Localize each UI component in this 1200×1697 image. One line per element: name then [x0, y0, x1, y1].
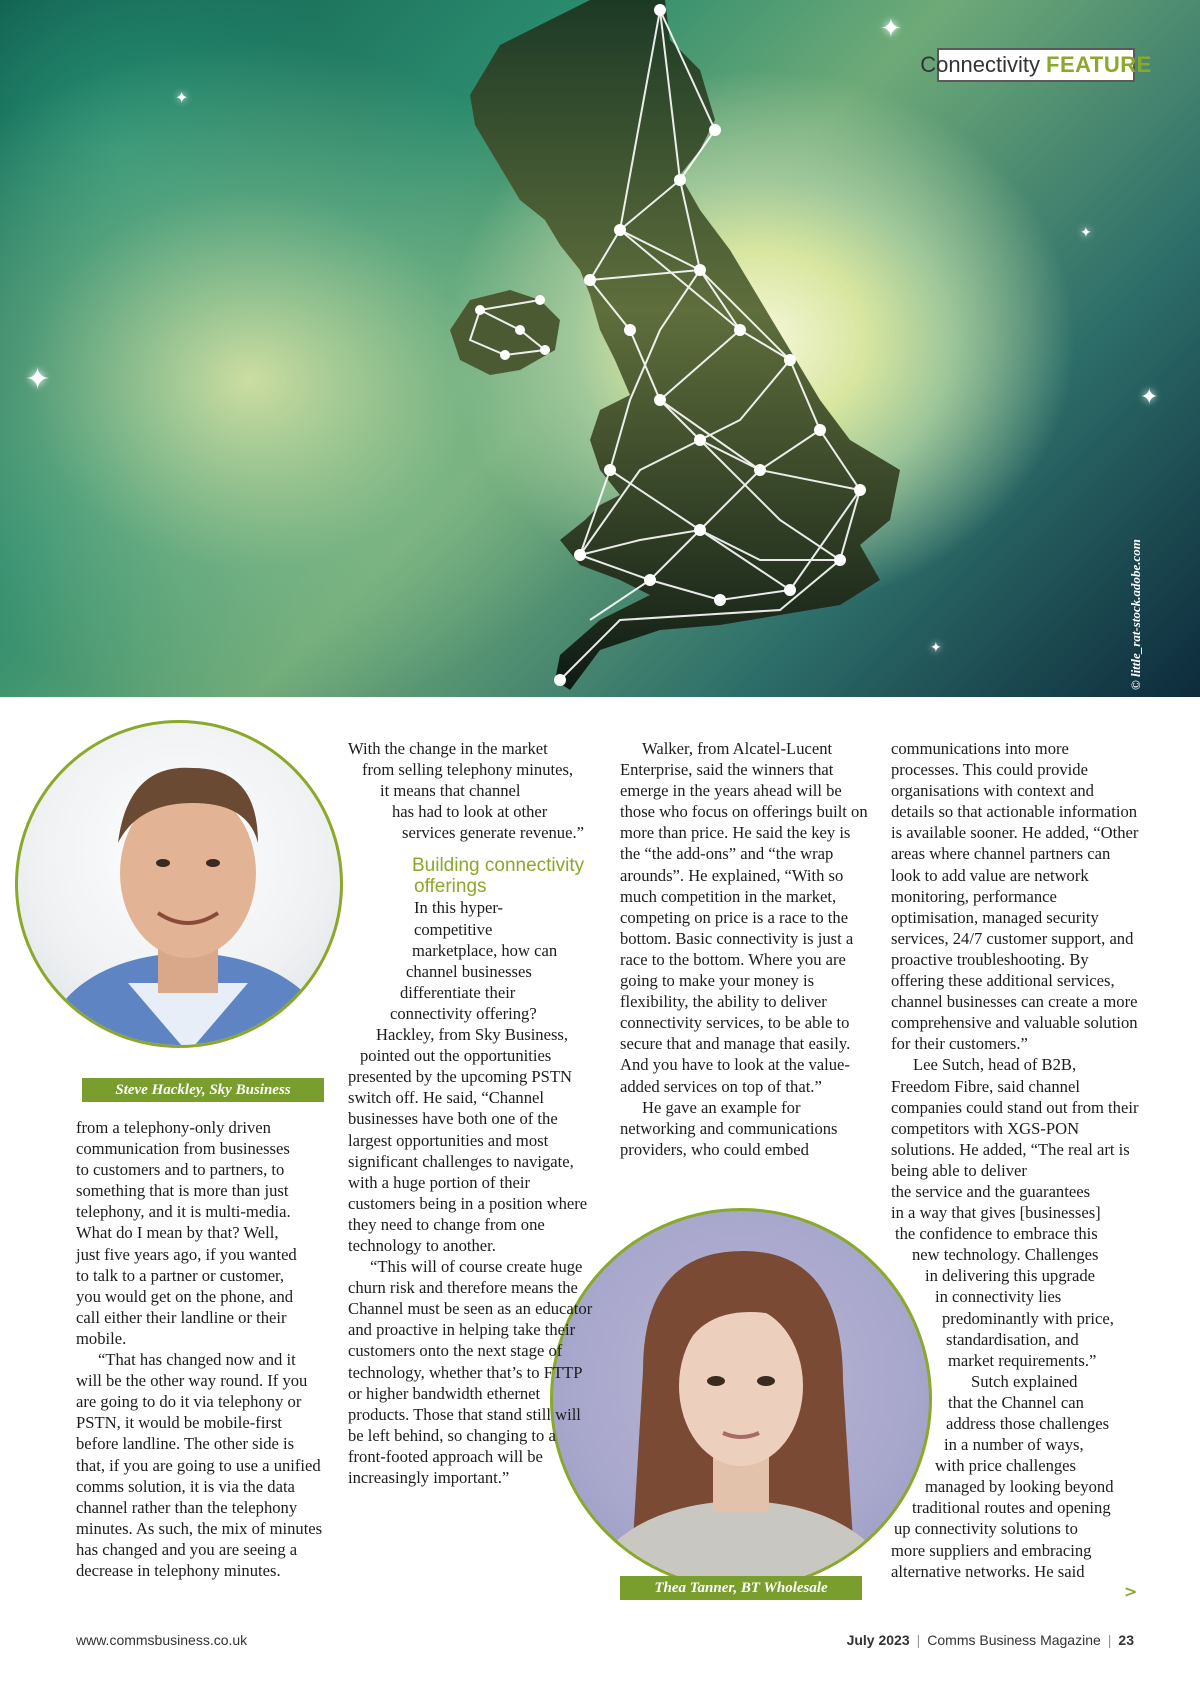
text-line: with price challenges: [935, 1456, 1076, 1476]
paragraph: Walker, from Alcatel-Lucent Enterprise, said the winners that emerge in the years ahead will be those who focus on offerings built on more than price. He said the key is the “the add-ons” and “the wrap arounds”. He explained, “With so much competition in the market, competing on price is a race to the bottom. Basic connectivity is just a race to the bottom. Where you are going to make your money is flexibility, the ability to deliver connectivity services, to be able to secure that and manage that easily. And you have to look at the value-added services on top of that.”: [620, 739, 868, 1096]
page-number: 23: [1118, 1632, 1134, 1648]
section-tag: [920, 48, 1152, 82]
text-line: pointed out the opportunities: [360, 1046, 552, 1066]
person-icon: [18, 723, 340, 1045]
text-line: marketplace, how can: [412, 940, 558, 960]
hero-image: [0, 0, 1200, 697]
section-tag-label: Connectivity: [920, 52, 1041, 77]
text-line: differentiate their: [400, 982, 516, 1002]
text-line: connectivity offering?: [390, 1003, 537, 1023]
text-line: has had to look at other: [392, 802, 548, 822]
footer-magazine: Comms Business Magazine: [927, 1632, 1101, 1648]
text-line: up connectivity solutions to: [894, 1519, 1078, 1539]
text-line: traditional routes and opening: [912, 1498, 1111, 1518]
photo-caption: Thea Tanner, BT Wholesale: [620, 1576, 862, 1600]
text-line: channel businesses: [406, 961, 532, 981]
text-line: call either their landline or their: [76, 1307, 287, 1327]
text-line: to customers and to partners, to: [76, 1160, 285, 1180]
text-line: something that is more than just: [76, 1181, 289, 1201]
text-line: from selling telephony minutes,: [362, 760, 574, 780]
text-line: market requirements.”: [948, 1350, 1097, 1370]
subheading-line: offerings: [414, 876, 487, 898]
footer-date: July 2023: [846, 1632, 910, 1648]
text-line: the service and the guarantees: [891, 1181, 1091, 1201]
sparkle-icon: ✦: [880, 14, 902, 44]
text-line: address those challenges: [946, 1414, 1110, 1433]
text-line: telephony, and it is multi-media.: [76, 1202, 291, 1222]
footer-separator: |: [1107, 1632, 1112, 1648]
section-tag-bold: FEATURE: [1046, 52, 1152, 77]
sparkle-icon: ✦: [930, 640, 942, 656]
paragraph: [76, 1117, 324, 1349]
paragraph: presented by the upcoming PSTN switch off. He said, “Channel businesses have both one of the largest opportunities and most significant challenges to navigate, with a huge portion of their customers being in a position where they need to change from one technology to another.: [348, 1067, 588, 1255]
paragraph: “This will of course create huge churn risk and therefore means the Channel must be seen as an educator and proactive in helping take their customers onto the next stage of technology, whether that’s to FTTP or higher bandwidth ethernet products. Those that stand still will be left behind, so changing to a front-footed approach will be increasingly important.”: [348, 1257, 593, 1487]
text-line: services generate revenue.”: [402, 823, 584, 843]
column-2: [348, 738, 596, 1488]
text-line: it means that channel: [380, 781, 521, 801]
text-line: communication from businesses: [76, 1139, 290, 1159]
column-1: [76, 1117, 324, 1581]
sparkle-icon: ✦: [175, 88, 189, 107]
text-line: more suppliers and embracing: [891, 1540, 1092, 1560]
text-line: predominantly with price,: [942, 1308, 1114, 1328]
text-line: the confidence to embrace this: [895, 1224, 1098, 1244]
text-line: standardisation, and: [946, 1329, 1079, 1349]
portrait-thea-tanner: [550, 1208, 932, 1590]
paragraph: “That has changed now and it will be the other way round. If you are going to do it via telephony or PSTN, it would be mobile-first before landline. The other side is that, if you are going to use a unified comms solution, it is via the data channel rather than the telephony minutes. As such, the mix of minutes has changed and you are seeing a decrease in telephony minutes.: [76, 1350, 323, 1580]
subheading-line: Building connectivity: [412, 855, 585, 877]
image-credit: © little_rat-stock.adobe.com: [1128, 539, 1143, 690]
text-line: What do I mean by that? Well,: [76, 1223, 279, 1243]
text-line: Sutch explained: [971, 1371, 1078, 1391]
text-line: you would get on the phone, and: [76, 1286, 294, 1306]
text-line: alternative networks. He said: [891, 1561, 1085, 1581]
continue-arrow-icon: >: [1124, 1582, 1138, 1601]
column-3: [620, 738, 868, 1160]
footer-issue: [847, 1632, 1134, 1648]
portrait-steve-hackley: [15, 720, 343, 1048]
sparkle-icon: ✦: [1080, 225, 1092, 241]
text-line: In this hyper-: [414, 898, 504, 918]
footer-separator: |: [916, 1632, 921, 1648]
text-line: managed by looking beyond: [925, 1477, 1114, 1497]
text-line: Hackley, from Sky Business,: [376, 1025, 569, 1045]
paragraph: Lee Sutch, head of B2B, Freedom Fibre, said channel companies could stand out from their competitors with XGS-PON solutions. He added, “The real art is being able to deliver: [891, 1055, 1139, 1180]
photo-caption: Steve Hackley, Sky Business: [82, 1078, 324, 1102]
paragraph: communications into more processes. This could provide organisations with context and details so that actionable information is available sooner. He added, “Other areas where channel partners can look to add value are network monitoring, performance optimisation, managed security services, 24/7 customer support, and proactive troubleshooting. By offering these additional services, channel businesses can create a more comprehensive and valuable solution for their customers.”: [891, 739, 1139, 1054]
text-line: just five years ago, if you wanted: [76, 1244, 297, 1264]
footer-website: www.commsbusiness.co.uk: [76, 1632, 248, 1648]
text-line: in a way that gives [businesses]: [891, 1203, 1101, 1223]
subheading: [348, 855, 596, 897]
text-line: in connectivity lies: [935, 1287, 1062, 1307]
text-line: in a number of ways,: [944, 1435, 1084, 1455]
text-line: to talk to a partner or customer,: [76, 1265, 285, 1285]
sparkle-icon: ✦: [25, 362, 51, 397]
text-line: new technology. Challenges: [912, 1245, 1099, 1265]
column-4: [891, 738, 1139, 1582]
sparkle-icon: ✦: [1140, 385, 1159, 410]
text-line: mobile.: [76, 1328, 127, 1348]
text-line: With the change in the market: [348, 739, 548, 758]
text-line: competitive: [414, 919, 493, 939]
text-line: in delivering this upgrade: [925, 1266, 1096, 1286]
paragraph: He gave an example for networking and communications providers, who could embed: [620, 1097, 838, 1159]
text-line: from a telephony-only driven: [76, 1118, 271, 1137]
person-icon: [553, 1211, 929, 1587]
text-line: that the Channel can: [948, 1392, 1084, 1412]
